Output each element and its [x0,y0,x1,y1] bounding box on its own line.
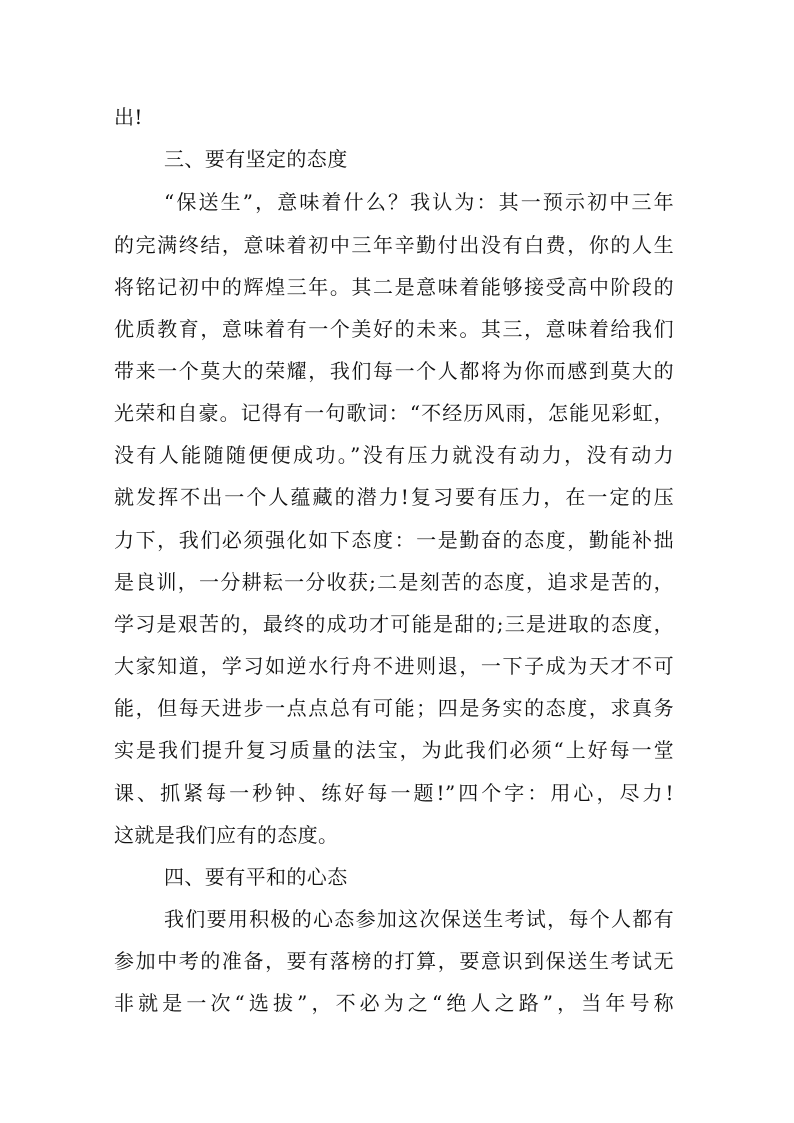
text-line: 这就是我们应有的态度。 [114,823,339,847]
text-line: 的完满终结，意味着初中三年辛勤付出没有白费，你的人生 [114,233,674,257]
text-line: 课、抓紧每一秒钟、练好每一题!”四个字：用心，尽力! [114,781,674,805]
text-line: 带来一个莫大的荣耀，我们每一个人都将为你而感到莫大的 [114,359,674,383]
text-line: 学习是艰苦的，最终的成功才可能是甜的;三是进取的态度， [114,612,674,636]
text-line: 力下，我们必须强化如下态度：一是勤奋的态度，勤能补拙 [114,528,674,552]
text-line: 参加中考的准备，要有落榜的打算，要意识到保送生考试无 [114,949,674,973]
text-line: 能，但每天进步一点点总有可能；四是务实的态度，求真务 [114,696,674,720]
text-line: 非就是一次“选拔”，不必为之“绝人之路”，当年号称 [114,991,674,1015]
text-line: 将铭记初中的辉煌三年。其二是意味着能够接受高中阶段的 [114,275,674,299]
paragraph-first-line: “保送生”，意味着什么？我认为：其一预示初中三年 [164,190,674,214]
text-line: 光荣和自豪。记得有一句歌词：“不经历风雨，怎能见彩虹， [114,401,674,425]
section-heading: 四、要有平和的心态 [164,865,348,889]
text-line: 实是我们提升复习质量的法宝，为此我们必须“上好每一堂 [114,738,674,762]
text-line: 出! [114,105,143,129]
text-line: 优质教育，意味着有一个美好的未来。其三，意味着给我们 [114,317,674,341]
section-heading: 三、要有坚定的态度 [164,147,348,171]
paragraph-first-line: 我们要用积极的心态参加这次保送生考试，每个人都有 [164,907,674,931]
text-line: 没有人能随随便便成功。”没有压力就没有动力，没有动力 [114,443,674,467]
text-line: 大家知道，学习如逆水行舟不进则退，一下子成为天才不可 [114,654,674,678]
text-line: 就发挥不出一个人蕴藏的潜力!复习要有压力，在一定的压 [114,485,674,509]
text-line: 是良训，一分耕耘一分收获;二是刻苦的态度，追求是苦的， [114,570,674,594]
